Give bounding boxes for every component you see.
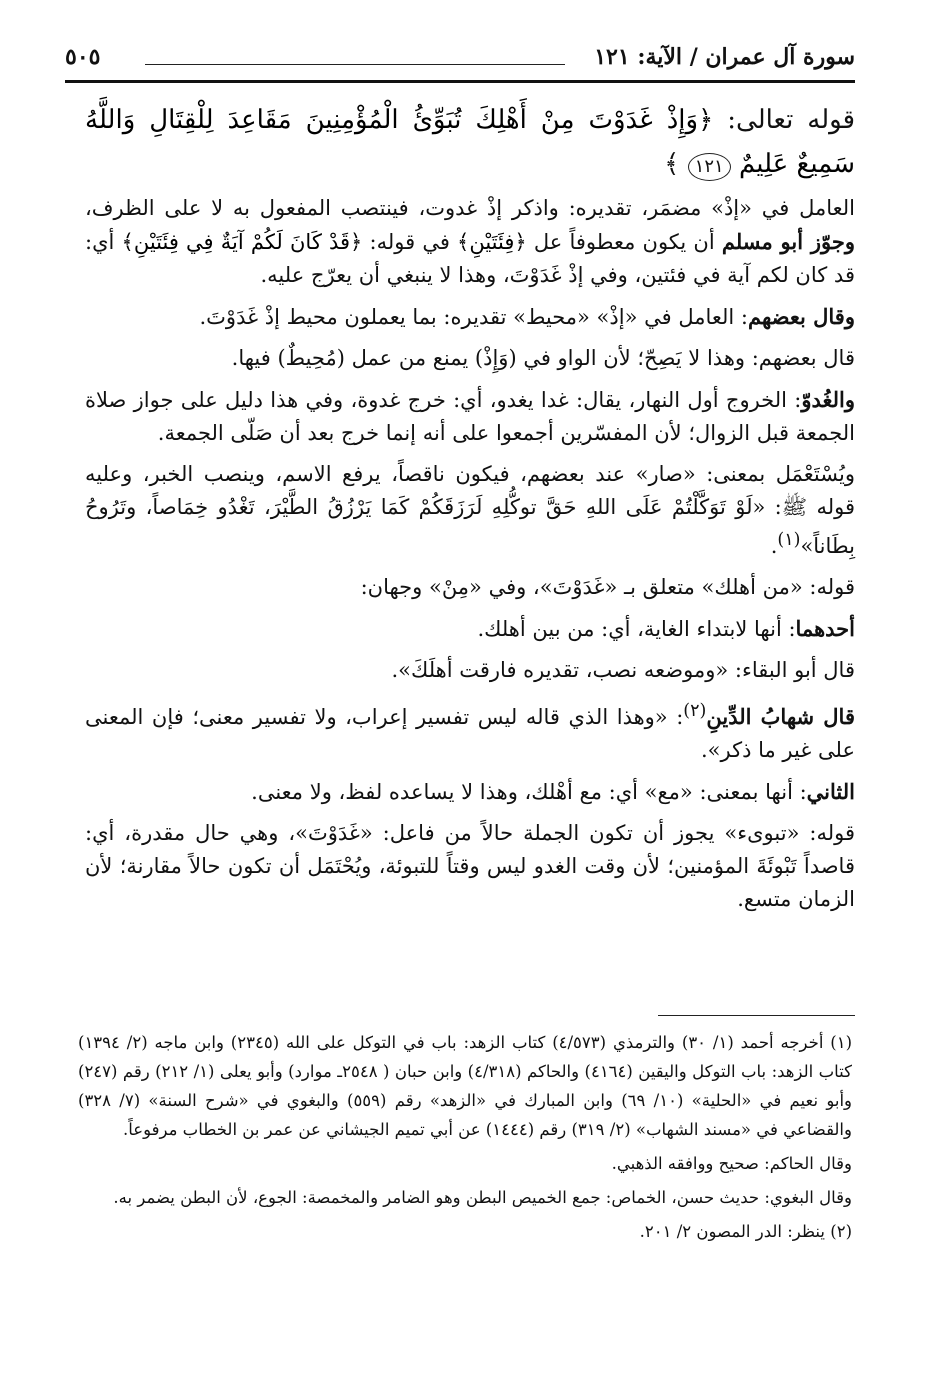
paragraph-text: العامل في «إذْ» مضمَر، تقديره: واذكر إذْ غدوت، فينتصب المفعول به لا على الظرف، [85,196,855,220]
page-title: سورة آل عمران / الآية: ١٢١ [594,44,855,70]
verse-close-bracket: ﴾ [664,149,680,179]
paragraph [85,654,855,687]
header-divider [65,80,855,83]
paragraph [85,775,855,809]
paragraph-text: قال أبو البقاء: «وموضعه نصب، تقديره فارقت أهلَكَ». [391,658,855,682]
paragraph [85,571,855,604]
paragraph-text: . [770,534,778,558]
paragraph-text: قال بعضهم: وهذا لا يَصِحّ؛ لأن الواو في (وَإِذْ) يمنع من عمل (مُحِيطٌ) فيها. [231,346,855,370]
quran-quote: ﴿قَدْ كَانَ لَكُمْ آيَةٌ فِي فِئَتَيْنِ﴾ [121,230,363,254]
bold-term: الثاني [806,779,855,804]
paragraph [85,342,855,375]
footnote: (٢) ينظر: الدر المصون ٢/ ٢٠١. [639,1222,852,1241]
paragraph [85,458,855,563]
paragraph [85,817,855,916]
footnote-ref: (٢) [683,701,707,721]
bold-term: قال شهابُ الدِّينِ [706,704,855,729]
paragraph-text: أن يكون معطوفاً عل [526,230,722,254]
page-number: ٥٠٥ [65,44,101,70]
paragraph-text: أي: قد كان لكم آية في فئتين، وفي إذْ غَدَوْتَ، وهذا لا ينبغي أن يعرّج عليه. [85,230,855,287]
paragraph-text: : أنها بمعنى: «مع» أي: مع أهْلك، وهذا لا يساعده لفظ، ولا معنى. [251,780,807,804]
paragraph [85,383,855,450]
footnote: وقال البغوي: حديث حسن، الخماص: جمع الخميص البطن وهو الضامر والمخمصة: الجوع، لأن البطن يضمر به. [113,1188,852,1207]
paragraph-text: في قوله: [362,230,458,254]
paragraph-text: : الخروج أول النهار، يقال: غدا يغدو، أي: خرج غدوة، وفي هذا دليل على جواز صلاة الجمعة قبل الزوال؛ لأن المفسّرين أجمعوا على أنه إنما خرج بعد أن صَلّى الجمعة. [85,388,855,445]
footnotes [78,1028,852,1251]
bold-term: وجوّز أبو مسلم [721,229,856,254]
paragraph-text: : أنها لابتداء الغاية، أي: من بين أهلك. [477,617,796,641]
paragraph-text: ويُسْتَعْمَل بمعنى: «صار» عند بعضهم، فيكون ناقصاً، يرفع الاسم، وينصب الخبر، وعليه قوله ﷺ: «لَوْ تَوَكَّلْتُمْ عَلَى اللهِ حَقَّ توكُّلِهِ لَرَزَقَكُمْ كَمَا يَرْزُقُ الطَّيْرَ، تَغْدُو خِمَاصاً، وتَرُوحُ بِطَاناً» [85,462,855,558]
footnote: وقال الحاكم: صحيح ووافقه الذهبي. [611,1154,852,1173]
ayah-number-marker: ١٢١ [688,153,731,181]
verse-paragraph [85,98,855,186]
paragraph-text: : «وهذا الذي قاله ليس تفسير إعراب، ولا تفسير معنى؛ فإن المعنى على غير ما ذكر». [85,705,855,762]
quran-verse: ﴿وَإِذْ غَدَوْتَ مِنْ أَهْلِكَ تُبَوِّئُ الْمُؤْمِنِينَ مَقَاعِدَ لِلْقِتَالِ وَاللَّهُ سَمِيعٌ عَلِيمٌ [85,105,855,179]
footnote-ref: (١) [777,530,801,550]
bold-term: والغُدوّ [801,387,855,412]
bold-term: أحدهما [795,616,855,641]
bold-term: وقال بعضهم [748,304,855,329]
footnote-divider [658,1015,855,1016]
footnote: (١) أخرجه أحمد (١/ ٣٠) والترمذي (٤/٥٧٣) كتاب الزهد: باب في التوكل على الله (٢٣٤٥) وابن ماجه (٢/ ١٣٩٤) كتاب الزهد: باب التوكل واليقين (٤١٦٤) والحاكم (٤/٣١٨) وابن حبان ( ٢٥٤٨ـ موارد) وأبو يعلى (١/ ٢١٢) رقم (٢٤٧) وأبو نعيم في «الحلية» (١٠/ ٦٩) وابن المبارك في «الزهد» رقم (٥٥٩) والبغوي في «شرح السنة» (٧/ ٣٢٨) والقضاعي في «مسند الشهاب» (٢/ ٣١٩) رقم (١٤٤٤) عن أبي تميم الجيشاني عن عمر بن الخطاب مرفوعاً. [78,1033,853,1139]
paragraph [85,612,855,646]
quran-quote: ﴿فِئَتَيْنِ﴾ [457,230,527,254]
page-header [65,40,855,78]
main-text [85,98,855,924]
paragraph-text: قوله: «تبوىء» يجوز أن تكون الجملة حالاً من فاعل: «غَدَوْتَ»، وهي حال مقدرة، أي: قاصداً تَبْوئَةَ المؤمنين؛ لأن وقت الغدو ليس وقتاً للتبوئة، ويُحْتَمَل أن تكون حالاً مقارنة؛ لأن الزمان متسع. [85,821,855,911]
paragraph-text: قوله: «من أهلك» متعلق بـ «غَدَوْتَ»، وفي «مِنْ» وجهان: [360,575,855,599]
paragraph [85,192,855,292]
paragraph-text: : العامل في «إذْ» «محيط» تقديره: بما يعملون محيط إذْ غَدَوْتَ. [199,305,748,329]
paragraph [85,695,855,767]
verse-intro: قوله تعالى: [713,105,855,135]
paragraph [85,300,855,334]
header-rule-line [145,64,565,65]
